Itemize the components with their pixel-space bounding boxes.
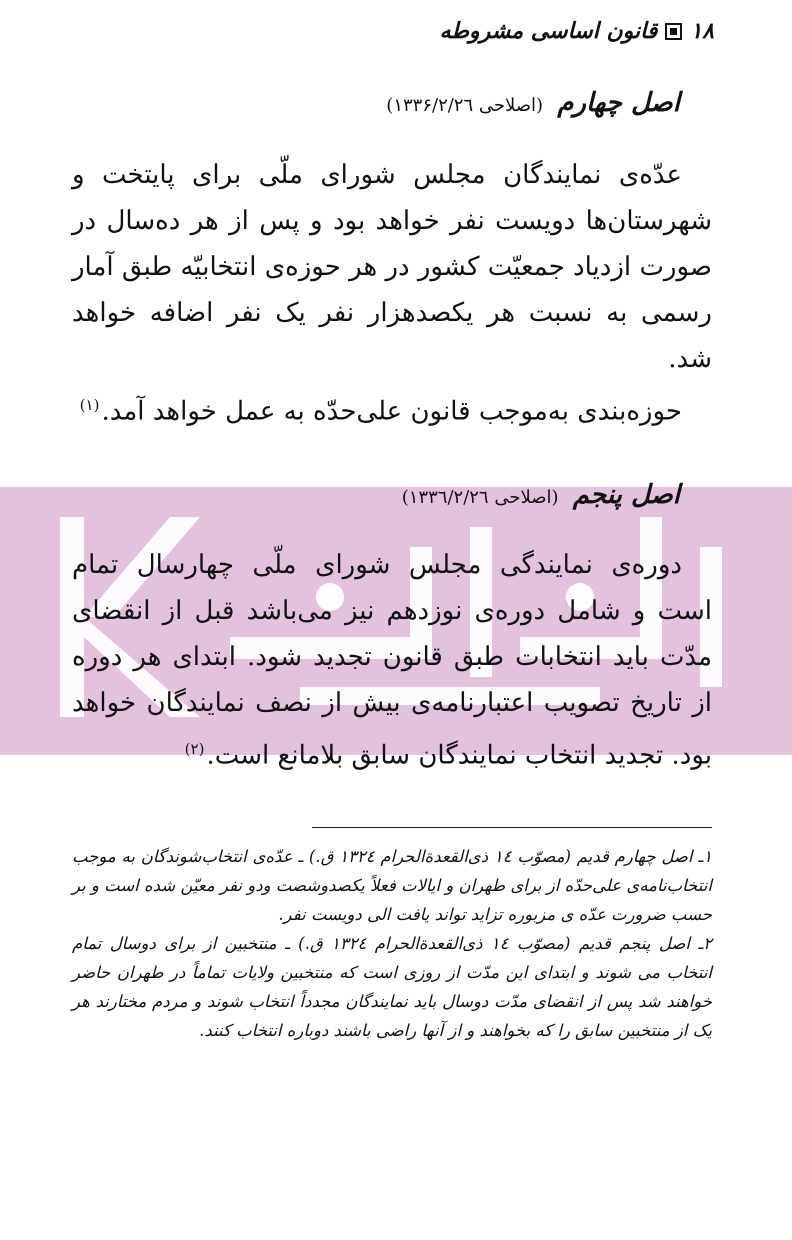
article-4-body [72, 152, 712, 435]
article-4-title: اصل چهارم [557, 88, 680, 118]
page-number: ۱۸ [690, 18, 714, 44]
book-title: قانون اساسی مشروطه [439, 18, 658, 44]
footnote-mark-2: (۲) [184, 740, 205, 758]
article-4-paragraph-2-text: حوزه‌بندی به‌موجب قانون علی‌حدّه به عمل خواهد آمد. [101, 396, 682, 427]
article-5-paragraph-text: دوره‌ی نمایندگی مجلس شورای ملّی چهارسال تمام است و شامل دوره‌ی نوزدهم نیز می‌باشد قبل از انقضای مدّت باید انتخابات طبق قانون تجدید شود. ابتدای هر دوره از تاریخ تصویب اعتبارنامه‌ی بیش از نصف نمایندگان خواهد بود. تجدید انتخاب نمایندگان سابق بلامانع است. [72, 550, 712, 771]
article-5-note: (اصلاحی ۱۳۳٦/۲/۲٦) [401, 487, 559, 508]
article-5-title: اصل پنجم [572, 480, 680, 510]
footnote-2: ۲ـ اصل پنجم قدیم (مصوّب ۱٤ ذی‌القعدةالحرام ۱۳۲٤ ق.) ـ منتخبین از برای دوسال تمام انتخاب می شوند و ابتدای این مدّت از روزی است که منتخبین ولایات تماماً در طهران حاضر خواهند شد پس از انقضای مدّت دوسال باید نمایندگان مجدداً انتخاب شوند و مردم مختارند هر یک از منتخبین سابق را که بخواهند و از آنها راضی باشند دوباره انتخاب کنند. [72, 934, 712, 1040]
article-5-paragraph [72, 542, 712, 779]
article-4-paragraph-2 [72, 382, 712, 435]
article-4-heading [386, 88, 680, 118]
article-4-paragraph-1: عدّه‌ی نمایندگان مجلس شورای ملّی برای پایتخت و شهرستان‌ها دویست نفر خواهد بود و پس از هر ده‌سال در صورت ازدیاد جمعیّت کشور در هر حوزه‌ی انتخابیّه طبق آمار رسمی به نسبت هر یکصدهزار نفر یک نفر اضافه خواهد شد. [72, 160, 712, 374]
square-bullet-icon [665, 23, 682, 40]
running-header [440, 18, 714, 44]
article-5-body [72, 542, 712, 779]
footnote-1: ۱ـ اصل چهارم قدیم (مصوّب ۱٤ ذی‌القعدةالحرام ۱۳۲٤ ق.) ـ عدّه‌ی انتخاب‌شوندگان به موجب انتخاب‌نامه‌ی علی‌حدّه از برای طهران و ایالات فعلاً یکصدوشصت ودو نفر معیّن شده است و بر حسب ضرورت عدّه ی مزبوره تزاید تواند یافت الی دویست نفر. [72, 847, 712, 924]
footnote-separator [312, 827, 712, 828]
article-4-note: (اصلاحی ۱۳۳۶/۲/۲٦) [386, 95, 544, 116]
footnote-mark-1: (۱) [79, 396, 100, 414]
footnotes [72, 842, 712, 1045]
article-5-heading [402, 480, 680, 510]
